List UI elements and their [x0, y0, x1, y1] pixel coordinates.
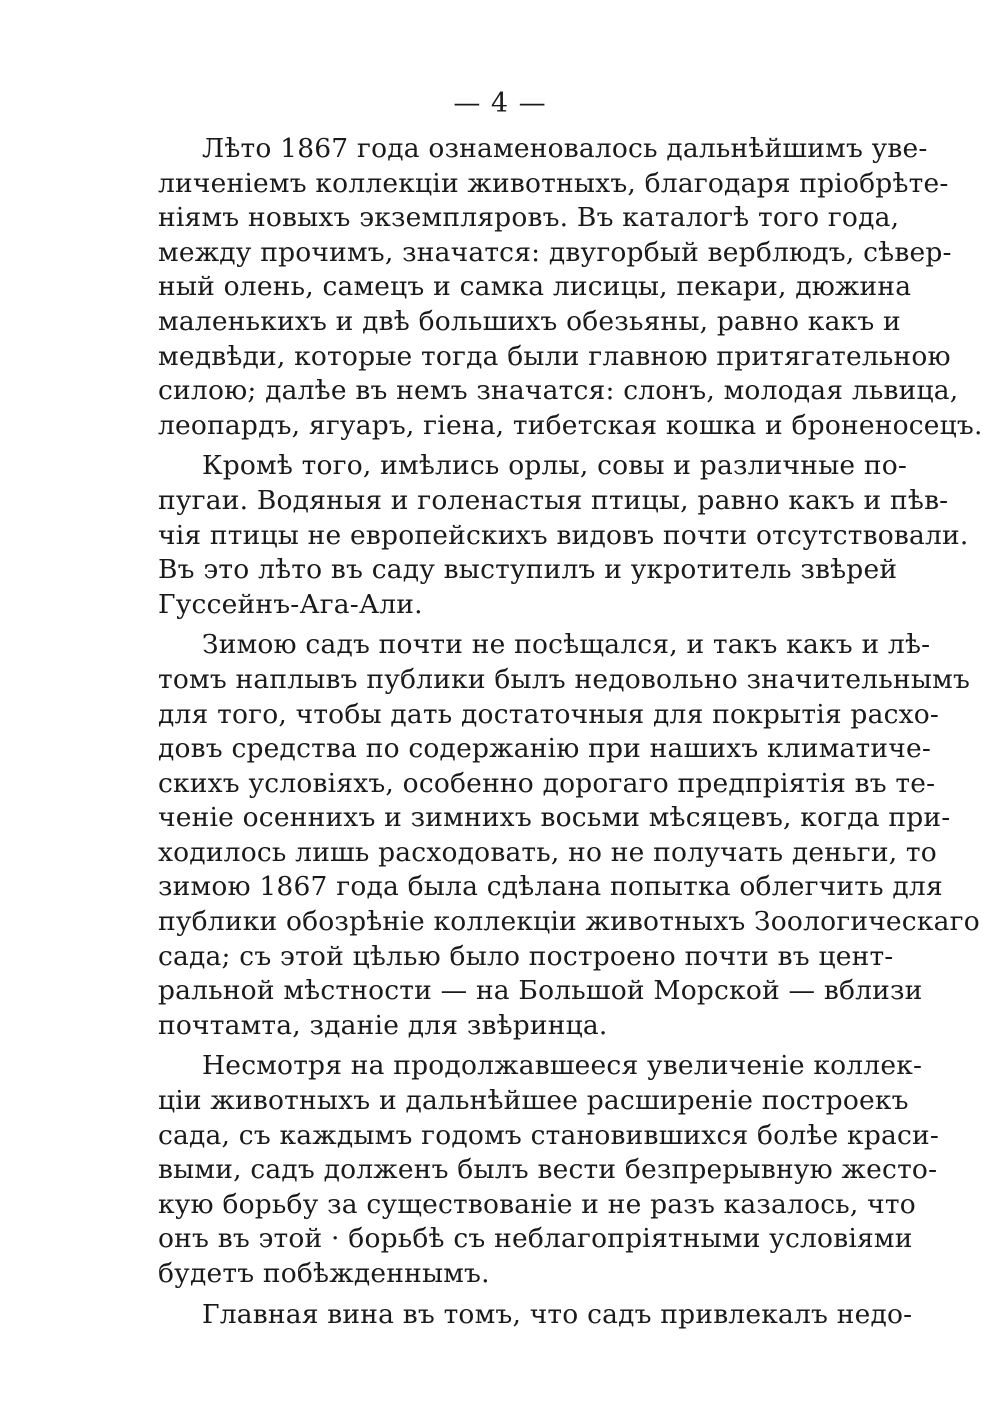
text-line: онъ въ этой · борьбѣ съ неблагопріятными условіями — [158, 1223, 913, 1255]
text-line: кую борьбу за существованіе и не разъ казалось, что — [158, 1188, 916, 1220]
text-line: томъ наплывъ публики былъ недовольно значительнымъ — [158, 663, 971, 695]
text-line: Гуссейнъ-Ага-Али. — [158, 588, 423, 620]
text-line: Въ это лѣто въ саду выступилъ и укротитель звѣрей — [158, 554, 898, 586]
text-line: медвѣди, которые тогда были главною притягательною — [158, 340, 951, 372]
text-line: ральной мѣстности — на Большой Морской — вблизи — [158, 975, 923, 1007]
text-line: публики обозрѣніе коллекціи животныхъ Зоологическаго — [158, 906, 980, 938]
paragraph-1 — [158, 132, 983, 443]
text-line: почтамта, зданіе для звѣринца. — [158, 1009, 608, 1041]
text-line: ціи животныхъ и дальнѣйшее расширеніе построекъ — [158, 1085, 909, 1117]
text-line: ніямъ новыхъ экземпляровъ. Въ каталогѣ того года, — [158, 202, 900, 234]
text-line: ный олень, самецъ и самка лисицы, пекари, дюжина — [158, 271, 912, 303]
text-line: будетъ побѣжденнымъ. — [158, 1258, 490, 1289]
text-line: ченіе осеннихъ и зимнихъ восьми мѣсяцевъ, когда при- — [158, 802, 951, 834]
text-line: Зимою садъ почти не посѣщался, и такъ какъ и лѣ- — [202, 629, 931, 661]
text-line: пугаи. Водяныя и голенастыя птицы, равно какъ и пѣв- — [158, 484, 949, 516]
text-line: маленькихъ и двѣ большихъ обезьяны, равно какъ и — [158, 305, 901, 337]
text-line: зимою 1867 года была сдѣлана попытка облегчить для — [158, 871, 943, 903]
text-line: скихъ условіяхъ, особенно дорогаго предпріятія въ те- — [158, 767, 936, 799]
text-line: сада; съ этой цѣлью было построено почти въ цент- — [158, 940, 894, 972]
text-line: для того, чтобы дать достаточныя для покрытія расхо- — [158, 698, 940, 730]
body-text — [158, 132, 983, 1338]
text-line: силою; далѣе въ немъ значатся: слонъ, молодая львица, — [158, 375, 959, 407]
page-number: — 4 — — [453, 88, 547, 119]
text-line: выми, садъ долженъ былъ вести безпрерывную жесто- — [158, 1154, 938, 1186]
text-line: личеніемъ коллекціи животныхъ, благодаря пріобрѣте- — [158, 167, 949, 199]
text-line: довъ средства по содержанію при нашихъ климатиче- — [158, 733, 931, 765]
paragraph-4 — [158, 1049, 940, 1291]
paragraph-3 — [158, 628, 980, 1043]
text-line: ходилось лишь расходовать, но не получать деньги, то — [158, 836, 937, 868]
text-line: Лѣто 1867 года ознаменовалось дальнѣйшимъ уве- — [202, 133, 928, 164]
text-line: леопардъ, ягуаръ, гіена, тибетская кошка и броненосецъ. — [158, 409, 983, 441]
paragraph-2 — [158, 449, 969, 622]
text-line: сада, съ каждымъ годомъ становившихся болѣе краси- — [158, 1119, 940, 1151]
text-line: чія птицы не европейскихъ видовъ почти отсутствовали. — [158, 519, 969, 551]
text-line: Несмотря на продолжавшееся увеличеніе коллек- — [202, 1050, 923, 1082]
paragraph-5 — [158, 1298, 913, 1333]
text-line: Главная вина въ томъ, что садъ привлекалъ недо- — [202, 1298, 913, 1330]
text-line: между прочимъ, значатся: двугорбый верблюдъ, сѣвер- — [158, 236, 952, 268]
text-line: Кромѣ того, имѣлись орлы, совы и различные по- — [202, 450, 908, 482]
